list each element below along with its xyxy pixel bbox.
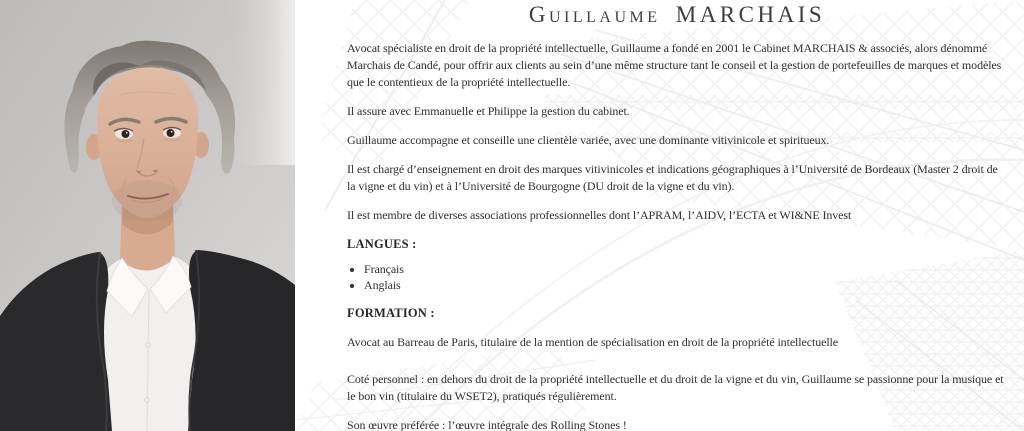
- portrait-photo: [0, 0, 295, 431]
- bio-paragraph-5: Il est membre de diverses associations professionnelles dont l’APRAM, l’AIDV, l’ECTA et WI&NE Invest: [347, 208, 852, 222]
- bio-paragraph-3: Guillaume accompagne et conseille une clientèle variée, avec une dominante vitivinicole et spiritueux.: [347, 133, 830, 147]
- portrait-graphic: [0, 0, 295, 431]
- languages-list: [347, 261, 1007, 293]
- bio-paragraph-4: Il est chargé d’enseignement en droit des marques vitivinicoles et indications géographiques à l’Université de Bordeaux (Master 2 droit de la vigne et du vin) et à l’Université de Bourgogne (DU droit de la vigne et du vin).: [347, 162, 998, 193]
- language-item-french: • Français: [364, 261, 1007, 277]
- bio-content: [347, 0, 1007, 431]
- languages-heading: LANGUES :: [347, 237, 417, 251]
- formation-heading: FORMATION :: [347, 306, 435, 320]
- language-item-english: • Anglais: [364, 277, 1007, 293]
- formation-paragraph-1: Avocat au Barreau de Paris, titulaire de la mention de spécialisation en droit de la propriété intellectuelle: [347, 335, 839, 349]
- bio-paragraph-1: Avocat spécialiste en droit de la propriété intellectuelle, Guillaume a fondé en 2001 le Cabinet MARCHAIS & associés, alors dénommé Marchais de Candé, pour offrir aux clients au sein d’une même structure tant le conseil et la gestion de portefeuilles de marques et modèles que le contentieux de la propriété intellectuelle.: [347, 41, 1002, 89]
- bio-paragraph-2: Il assure avec Emmanuelle et Philippe la gestion du cabinet.: [347, 104, 630, 118]
- formation-paragraph-2: Coté personnel : en dehors du droit de la propriété intellectuelle et du droit de la vigne et du vin, Guillaume se passionne pour la musique et le bon vin (titulaire du WSET2), pratiqués régulièrement.: [347, 372, 1004, 403]
- formation-paragraph-3: Son œuvre préférée : l’œuvre intégrale des Rolling Stones !: [347, 418, 627, 431]
- page-title: Guillaume MARCHAIS: [528, 2, 826, 27]
